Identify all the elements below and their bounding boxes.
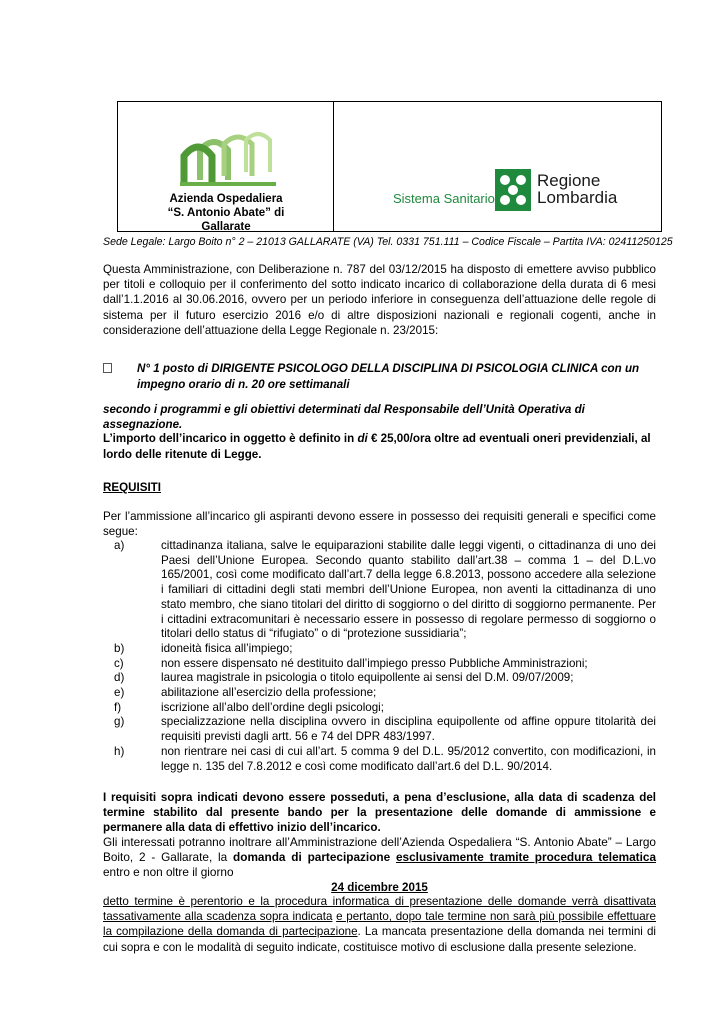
termine-underlined-2: e pertanto, dopo tale termine non sarà più possibile effettuare la compilazione della domanda di partecipazione [103,910,656,939]
termine-underlined-1: detto termine è perentorio e la procedura informatica di presentazione delle domande verrà disattivata tassativamente alla scadenza sopra indicata [103,895,656,924]
regione-logo-cell [334,102,661,231]
importo-part-2: di [357,432,368,445]
requisiti-heading: REQUISITI [103,481,161,494]
list-item [103,715,656,744]
regione-word: Regione [537,171,601,190]
list-item-text: non essere dispensato né destituito dall’impiego presso Pubbliche Amministrazioni; [161,656,588,670]
list-item-letter: f) [114,700,122,714]
list-item-text: abilitazione all’esercizio della professione; [161,686,377,700]
sistema-sanitario-label: Sistema Sanitario [393,191,495,206]
interessati-paragraph [103,835,656,881]
termine-rest: . La mancata presentazione della domanda nei termini di cui sopra e con le modalità di seguito indicate, costituisce motivo di esclusione dalla presente selezione. [103,925,657,954]
list-item-letter: h) [114,744,125,758]
organization-name [118,192,334,234]
deadline-date: 24 dicembre 2015 [331,881,428,894]
list-item [103,671,656,686]
list-item-text: idoneità fisica all’impiego; [161,641,293,655]
interessati-part-1: Gli interessati potranno inoltrare all’Amministrazione dell’Azienda Ospedaliera “S. Antonio Abate” – Largo Boito, 2 - Gallarate, la [103,835,656,865]
regione-lombardia-label [537,172,617,206]
position-text: N° 1 posto di DIRIGENTE PSICOLOGO DELLA DISCIPLINA DI PSICOLOGIA CLINICA con un impegno orario di n. 20 ore settimanali [137,362,640,391]
org-name-line-3: Gallarate [201,221,251,233]
list-item [103,745,656,774]
interessati-part-2: entro e non oltre il giorno [103,865,234,880]
checkbox-bullet-icon [103,363,112,373]
list-item-text: laurea magistrale in psicologia o titolo equipollente ai sensi del D.M. 09/07/2009; [161,671,574,685]
importo-paragraph [103,431,656,462]
requisiti-possesso: I requisiti sopra indicati devono essere posseduti, a pena d’esclusione, alla data di scadenza del termine stabilito dal presente bando per la presentazione delle domande di ammissione e permanere alla data di effettivo inizio dell’incarico. [103,791,656,835]
header-table [117,101,662,232]
list-item-text: non rientrare nei casi di cui all’art. 5 comma 9 del D.L. 95/2012 convertito, con modificazioni, in legge n. 135 del 7.8.2012 e così come modificato dall’art.6 del D.L. 90/2014. [161,744,656,773]
domanda-phrase: domanda di partecipazione [233,850,391,865]
list-item-text: specializzazione nella disciplina ovvero in disciplina equipollente od affine oppure titolarità dei requisiti previsti dagli artt. 56 e 74 del DPR 483/1997. [161,715,656,744]
list-item [103,657,656,672]
list-item-letter: b) [114,641,125,655]
list-item-text: iscrizione all’albo dell’ordine degli psicologi; [161,700,384,714]
list-item [103,701,656,716]
list-item-letter: d) [114,671,125,685]
requisiti-list [103,539,656,774]
list-item-letter: c) [114,656,124,670]
ao-logo-cell [118,102,334,231]
intro-paragraph: Questa Amministrazione, con Deliberazione n. 787 del 03/12/2015 ha disposto di emettere avviso pubblico per titoli e colloquio per il conferimento del sotto indicato incarico di collaborazione della durata di 6 mesi dall’1.1.2016 al 30.06.2016, ovvero per un periodo inferiore in conseguenza dell’attuazione delle regole di sistema per il futuro esercizio 2016 e/o di altre disposizioni nazionali e regionali cogenti, anche in considerazione dell’attuazione della Legge Regionale n. 23/2015: [103,263,656,337]
list-item [103,539,656,642]
regione-lombardia-logo-icon [495,169,531,211]
list-item [103,686,656,701]
list-item-letter: a) [114,539,125,552]
list-item-text: cittadinanza italiana, salve le equiparazioni stabilite dalle leggi vigenti, o cittadinanza di uno dei Paesi dell’Unione Europea. Secondo quanto stabilito dall’art.38 – comma 1 – del D.L.vo 165/2001, così come modificato dall’art.7 della legge 6.8.2013, possono accedere alla selezione i familiari di cittadini degli stati membri dell’Unione Europea, non aventi la cittadinanza di uno stato membro, che siano titolari del diritto di soggiorno o del diritto di soggiorno permanente. Per i cittadini extracomunitari è necessario essere in possesso di regolare permesso di soggiorno o titolari dello status di “rifugiato” o di “protezione sussidiaria”; [161,539,656,641]
org-name-line-2: “S. Antonio Abate” di [167,207,285,219]
org-name-line-1: Azienda Ospedaliera [169,193,283,205]
list-item-letter: g) [114,715,125,729]
list-item-letter: e) [114,686,125,700]
list-item [103,642,656,657]
arches-logo-icon [180,128,276,186]
termine-paragraph [103,894,656,955]
requisiti-intro: Per l’ammissione all’incarico gli aspiranti devono essere in possesso dei requisiti generali e specifici come segue: [103,510,656,539]
lombardia-word: Lombardia [537,188,618,207]
sede-legale: Sede Legale: Largo Boito n° 2 – 21013 GALLARATE (VA) Tel. 0331 751.111 – Codice Fiscale – Partita IVA: 02411250125 [103,236,673,248]
programmi-line: secondo i programmi e gli obiettivi determinati dal Responsabile dell’Unità Operativa di assegnazione. [103,403,585,432]
esclusivamente-phrase: esclusivamente tramite procedura telematica [395,850,657,865]
importo-part-1: L’importo dell’incarico in oggetto è definito in [103,432,358,445]
importo-part-3: € 25,00/ora oltre ad eventuali oneri previdenziali, al lordo delle ritenute di Legge. [103,432,651,461]
